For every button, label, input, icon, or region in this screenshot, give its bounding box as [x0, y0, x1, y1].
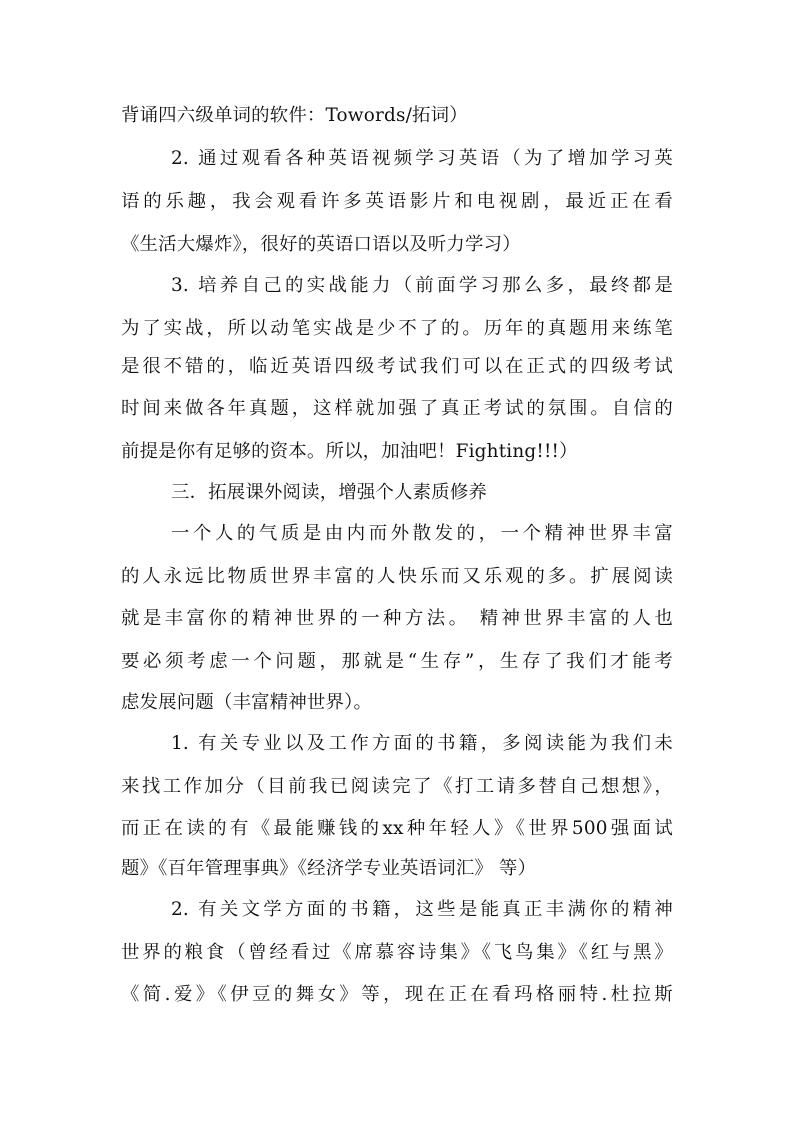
- text-line: 背诵四六级单词的软件：Towords/拓词）: [121, 105, 468, 126]
- text-line: 的人永远比物质世界丰富的人快乐而又乐观的多。扩展阅读: [121, 566, 673, 587]
- text-line: 世界的粮食（曾经看过《席慕容诗集》《飞鸟集》《红与黑》: [121, 942, 673, 963]
- text-line: 前提是你有足够的资本。所以，加油吧！Fighting!!!）: [121, 441, 578, 462]
- text-line: 2. 通过观看各种英语视频学习英语（为了增加学习英: [171, 148, 673, 169]
- text-line: 要必须考虑一个问题，那就是“生存”，生存了我们才能考: [121, 651, 673, 672]
- text-line: 题》《百年管理事典》《经济学专业英语词汇》 等）: [121, 858, 537, 879]
- text-line: 而正在读的有《最能赚钱的xx种年轻人》《世界500强面试: [121, 818, 673, 839]
- text-line: 来找工作加分（目前我已阅读完了《打工请多替自己想想》，: [121, 776, 673, 797]
- text-line: 《生活大爆炸》，很好的英语口语以及听力学习）: [121, 234, 521, 255]
- text-line: 2. 有关文学方面的书籍，这些是能真正丰满你的精神: [171, 899, 673, 920]
- section-heading: 三．拓展课外阅读，增强个人素质修养: [171, 482, 488, 503]
- text-line: 语的乐趣，我会观看许多英语影片和电视剧，最近正在看: [121, 191, 673, 212]
- text-line: 3. 培养自己的实战能力（前面学习那么多，最终都是: [171, 275, 673, 296]
- text-line: 《简.爱》《伊豆的舞女》等，现在正在看玛格丽特.杜拉斯: [121, 984, 673, 1005]
- text-line: 时间来做各年真题，这样就加强了真正考试的氛围。自信的: [121, 398, 673, 419]
- text-line: 一个人的气质是由内而外散发的，一个精神世界丰富: [171, 523, 673, 544]
- text-line: 1. 有关专业以及工作方面的书籍，多阅读能为我们未: [171, 733, 673, 754]
- text-line: 虑发展问题（丰富精神世界）。: [121, 692, 373, 713]
- text-line: 是很不错的，临近英语四级考试我们可以在正式的四级考试: [121, 356, 673, 377]
- text-line: 就是丰富你的精神世界的一种方法。 精神世界丰富的人也: [121, 608, 673, 629]
- text-line: 为了实战，所以动笔实战是少不了的。历年的真题用来练笔: [121, 318, 673, 339]
